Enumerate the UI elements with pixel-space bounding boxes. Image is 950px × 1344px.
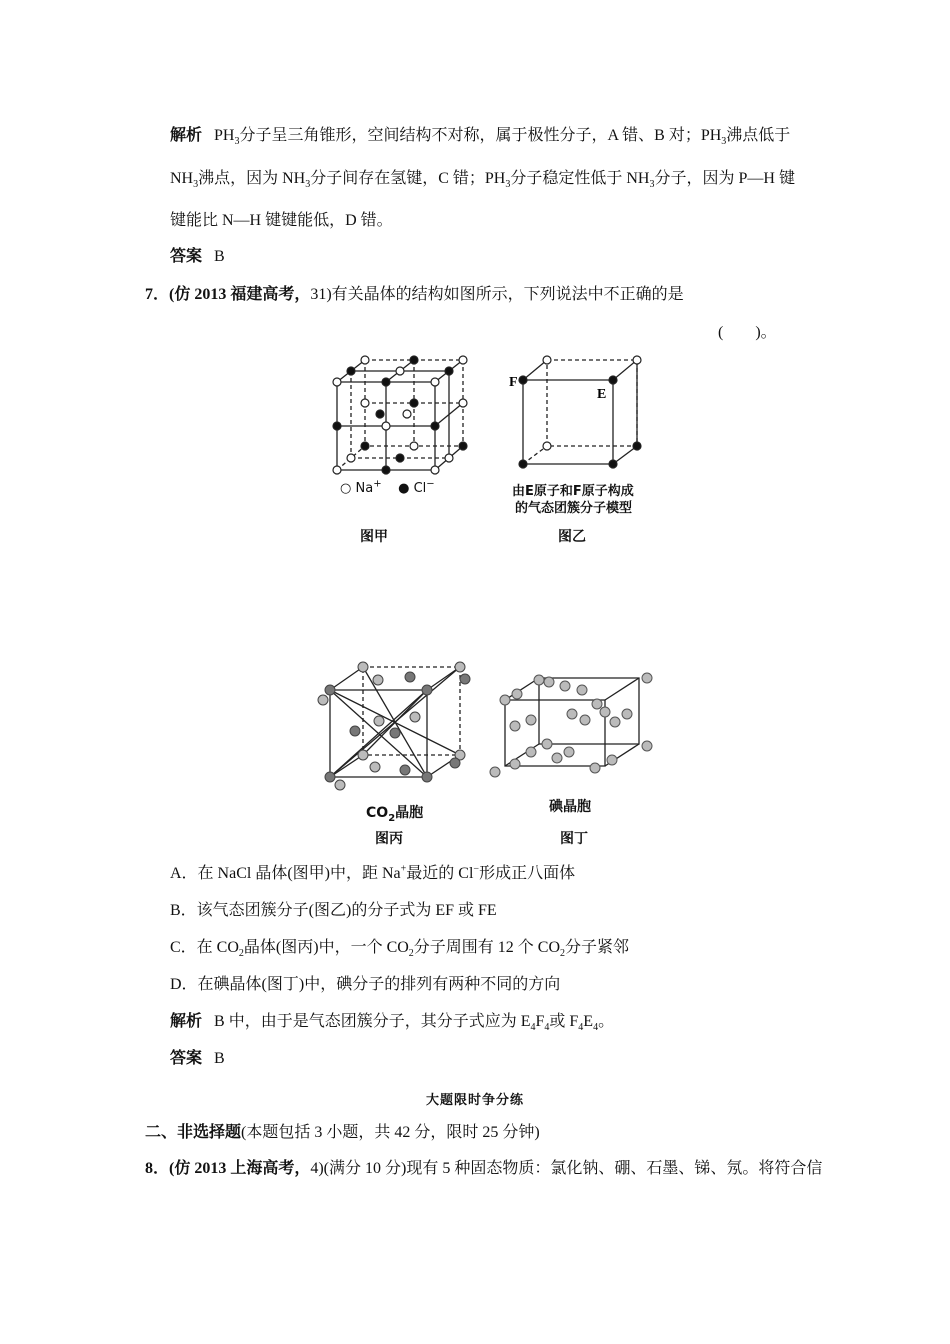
answer-label: 答案: [170, 248, 203, 265]
f-atom: [519, 376, 527, 384]
e-atom: [543, 442, 551, 450]
cl-ion: [347, 367, 355, 375]
figure-yi-desc1: 由E原子和F原子构成: [512, 484, 634, 499]
cl-ion: [445, 367, 453, 375]
q8-stem: 8．(仿 2013 上海高考，4)(满分 10 分)现有 5 种固态物质：氯化钠、硼、石墨、锑、氖。将符合信: [145, 1160, 823, 1177]
cl-ion: [410, 356, 418, 364]
na-ion: [431, 466, 439, 474]
figure-ding-iodine: [487, 668, 662, 783]
cl-ion: [410, 399, 418, 407]
figure-ding-caption: 图丁: [560, 831, 588, 847]
option-c: C．在 $CO_2$晶体(图丙)中，一个 $CO_2$分子周围有 12 个 $CO_2$分子紧邻: [170, 939, 630, 960]
na-ion: [333, 466, 341, 474]
answer-label: 答案: [170, 1050, 203, 1067]
cl-ion: [396, 454, 404, 462]
e-atom: [633, 356, 641, 364]
cl-ion: [376, 410, 384, 418]
section-heading: 二、非选择题(本题包括 3 小题，共 42 分，限时 25 分钟): [145, 1124, 540, 1141]
option-b: B．该气态团簇分子(图乙)的分子式为 EF 或 FE: [170, 902, 497, 919]
na-ion: [445, 454, 453, 462]
na-ion: [333, 378, 341, 386]
f-atom: [609, 460, 617, 468]
figure-yi-desc2: 的气态团簇分子模型: [515, 501, 633, 516]
na-ion: [459, 399, 467, 407]
q7-stem: 7．(仿 2013 福建高考，31)有关晶体的结构如图所示，下列说法中不正确的是: [145, 286, 684, 303]
na-ion: [361, 356, 369, 364]
figure-jia-legend: ○ Na+ ● Cl−: [340, 478, 435, 496]
answer-value: B: [214, 1050, 225, 1067]
e-atom: [633, 442, 641, 450]
figure-bing-caption: 图丙: [375, 831, 403, 847]
figure-jia-caption: 图甲: [360, 529, 388, 545]
na-ion: [410, 442, 418, 450]
figure-bing-title: $CO_2$晶胞: [366, 805, 424, 824]
na-legend-icon: ○: [340, 481, 352, 496]
q7-blank: ( )。: [718, 324, 777, 341]
f-atom: [519, 460, 527, 468]
cl-ion: [382, 466, 390, 474]
cl-ion: [382, 378, 390, 386]
cl-ion: [431, 422, 439, 430]
figure-yi-cluster: [505, 352, 650, 470]
section-center-title: 大题限时争分练: [425, 1093, 524, 1108]
figure-ding-title: 碘晶胞: [549, 799, 591, 815]
cl-ion: [333, 422, 341, 430]
na-ion: [382, 422, 390, 430]
na-ion: [431, 378, 439, 386]
option-a: A．在 NaCl 晶体(图甲)中，距 Na+最近的 Cl−形成正八面体: [170, 863, 576, 882]
analysis-label: 解析: [170, 127, 203, 144]
q6-analysis-line1: 解析 $PH_3$分子呈三角锥形，空间结构不对称，属于极性分子，A 错、B 对；$PH_3$沸点低于: [170, 127, 791, 148]
cl-legend-icon: ●: [398, 481, 410, 496]
q6-analysis-line2: $NH_3$沸点，因为 $NH_3$分子间存在氢键，C 错；$PH_3$分子稳定性低于 $NH_3$分子，因为 P—H 键: [170, 170, 795, 191]
q7-answer: [170, 1048, 225, 1070]
na-ion: [347, 454, 355, 462]
e-atom: [609, 376, 617, 384]
q7-analysis: 解析 B 中，由于是气态团簇分子，其分子式应为 $E_4F_4$或 $F_4E_4$。: [170, 1013, 615, 1034]
na-ion: [459, 356, 467, 364]
cl-ion: [361, 442, 369, 450]
q6-analysis-line3: 键能比 N—H 键键能低，D 错。: [170, 212, 393, 229]
na-ion: [361, 399, 369, 407]
figure-jia-nacl: [325, 352, 475, 477]
answer-value: B: [214, 248, 225, 265]
na-ion: [396, 367, 404, 375]
figure-yi-caption: 图乙: [558, 529, 586, 545]
analysis-label: 解析: [170, 1013, 203, 1030]
label-e: E: [597, 387, 607, 402]
label-f: F: [509, 375, 518, 390]
f-atom: [543, 356, 551, 364]
na-ion: [403, 410, 411, 418]
q6-answer: [170, 246, 225, 268]
option-d: D．在碘晶体(图丁)中，碘分子的排列有两种不同的方向: [170, 976, 561, 993]
figure-bing-co2: [315, 655, 475, 800]
cl-ion: [459, 442, 467, 450]
